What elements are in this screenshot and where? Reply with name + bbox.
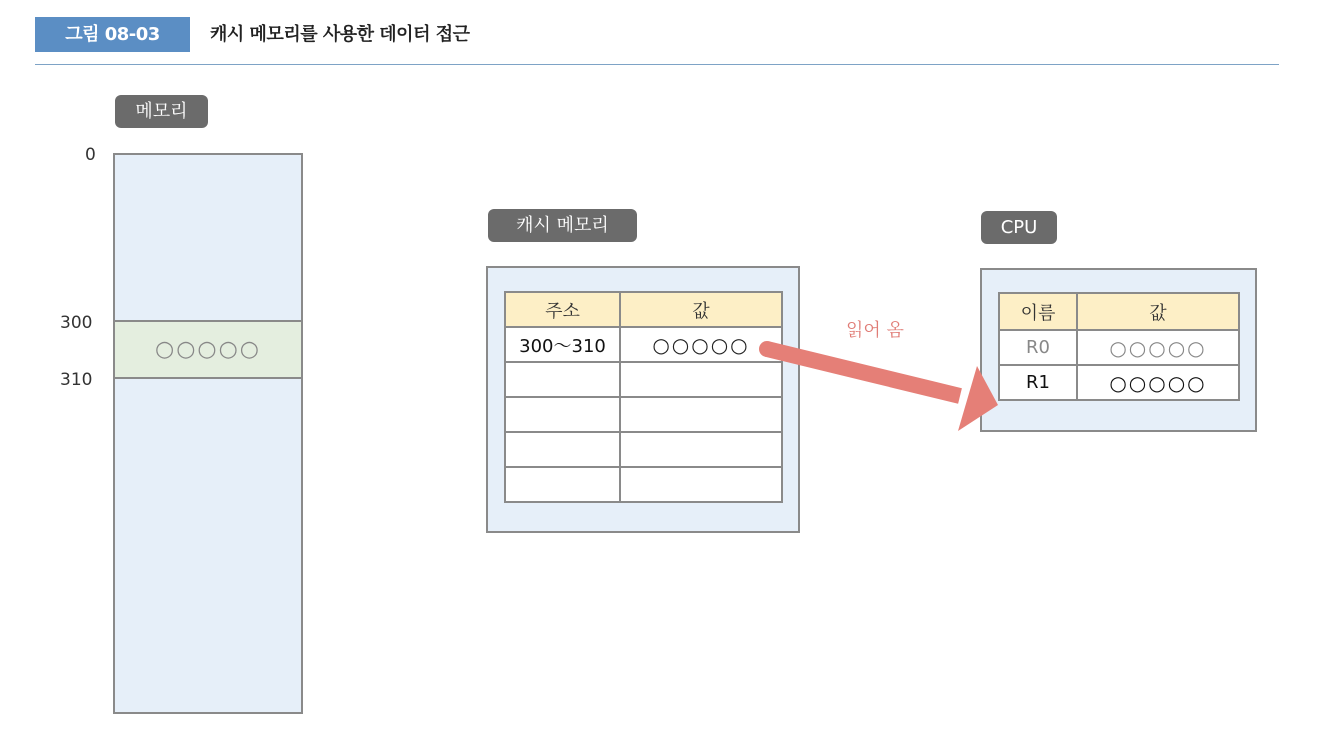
cpu-label: CPU (981, 211, 1057, 244)
arrow-head (958, 366, 998, 431)
register-name: R0 (999, 330, 1077, 365)
figure-title: 캐시 메모리를 사용한 데이터 접근 (210, 24, 470, 45)
cache-cell-value: ○○○○○ (620, 327, 782, 362)
read-arrow-label: 읽어 옴 (846, 320, 904, 341)
register-name: R1 (999, 365, 1077, 400)
cpu-header-name: 이름 (999, 293, 1077, 330)
figure-number-badge: 그림 08-03 (35, 17, 190, 52)
register-value: ○○○○○ (1077, 330, 1239, 365)
cache-cell-address: 300～310 (505, 327, 620, 362)
memory-address-310: 310 (60, 370, 93, 390)
memory-address-300: 300 (60, 313, 93, 333)
memory-address-start: 0 (85, 145, 96, 165)
memory-data-block: ○○○○○ (113, 320, 303, 379)
register-value: ○○○○○ (1077, 365, 1239, 400)
cpu-header-value: 값 (1077, 293, 1239, 330)
arrow-shaft (767, 349, 960, 396)
cache-header-address: 주소 (505, 292, 620, 327)
cache-memory-label: 캐시 메모리 (488, 209, 637, 242)
cache-header-value: 값 (620, 292, 782, 327)
memory-label: 메모리 (115, 95, 208, 128)
